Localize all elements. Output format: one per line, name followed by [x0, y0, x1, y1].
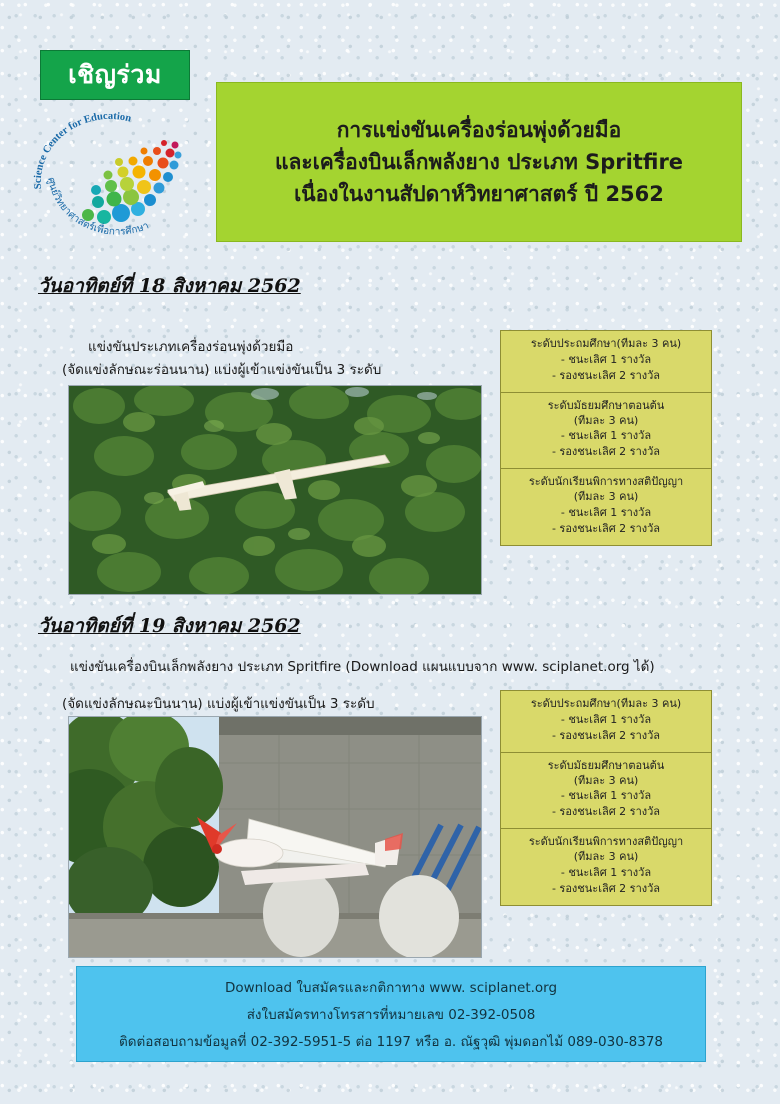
- prize-item: - ชนะเลิศ 1 รางวัล: [560, 505, 652, 519]
- title-line-2: และเครื่องบินเล็กพลังยาง ประเภท Spritfire: [274, 149, 684, 174]
- prize-level-title: ระดับนักเรียนพิการทางสติปัญญา: [528, 475, 684, 489]
- logo-graphic: [26, 105, 201, 240]
- prize-item: - ชนะเลิศ 1 รางวัล: [560, 429, 652, 443]
- prize-item: - ชนะเลิศ 1 รางวัล: [560, 865, 652, 879]
- footer-contact-line: ติดต่อสอบถามข้อมูลที่ 02-392-5951-5 ต่อ 1197 หรือ อ. ณัฐวุฒิ พุ่มดอกไม้ 089-030-8378: [118, 1034, 664, 1050]
- day2-subtitle-2: (จัดแข่งลักษณะบินนาน) แบ่งผู้เข้าแข่งขันเป็น 3 ระดับ: [62, 696, 375, 712]
- prize-item: - รองชนะเลิศ 2 รางวัล: [551, 805, 661, 819]
- day1-prize-block-secondary: [501, 393, 711, 470]
- title-line-1: การแข่งขันเครื่องร่อนพุ่งด้วยมือ: [336, 117, 622, 142]
- day2-subtitle-1: แข่งขันเครื่องบินเล็กพลังยาง ประเภท Spritfire (Download แผนแบบจาก www. sciplanet.org ได้): [70, 659, 655, 675]
- prize-level-subtitle: (ทีมละ 3 คน): [573, 490, 639, 504]
- prize-item: - รองชนะเลิศ 2 รางวัล: [551, 881, 661, 895]
- prize-level-subtitle: (ทีมละ 3 คน): [573, 773, 639, 787]
- contact-footer-box: [76, 966, 706, 1062]
- rubber-plane-photo-graphic: [69, 717, 481, 957]
- glider-photo-graphic: [69, 386, 481, 594]
- svg-text:ศูนย์วิทยาศาสตร์เพื่อการศึกษา: ศูนย์วิทยาศาสตร์เพื่อการศึกษา: [45, 176, 151, 238]
- day2-prize-block-special: [501, 829, 711, 905]
- day2-prize-block-secondary: [501, 753, 711, 830]
- title-line-3: เนื่องในงานสัปดาห์วิทยาศาสตร์ ปี 2562: [294, 182, 664, 207]
- prize-item: - รองชนะเลิศ 2 รางวัล: [551, 521, 661, 535]
- prize-level-title: ระดับมัธยมศึกษาตอนต้น: [547, 758, 665, 772]
- invite-badge-label: เชิญร่วม: [68, 60, 162, 89]
- day1-heading: วันอาทิตย์ที่ 18 สิงหาคม 2562: [38, 275, 301, 297]
- poster-title-box: [216, 82, 742, 242]
- prize-level-subtitle: (ทีมละ 3 คน): [573, 413, 639, 427]
- prize-item: - รองชนะเลิศ 2 รางวัล: [551, 368, 661, 382]
- science-center-logo: [26, 105, 201, 240]
- prize-item: - ชนะเลิศ 1 รางวัล: [560, 789, 652, 803]
- footer-download-line: Download ใบสมัครและกติกาทาง www. sciplanet.org: [224, 980, 558, 996]
- day1-subtitle-1: แข่งขันประเภทเครื่องร่อนพุ่งด้วยมือ: [88, 339, 294, 355]
- day2-heading: วันอาทิตย์ที่ 19 สิงหาคม 2562: [38, 615, 301, 637]
- photo-hand-launch-glider: [68, 385, 482, 595]
- day1-subtitle-2: (จัดแข่งลักษณะร่อนนาน) แบ่งผู้เข้าแข่งขันเป็น 3 ระดับ: [62, 362, 382, 378]
- day1-prize-list: [500, 330, 712, 546]
- day2-prize-block-primary: [501, 691, 711, 753]
- prize-level-title: ระดับนักเรียนพิการทางสติปัญญา: [528, 835, 684, 849]
- prize-item: - รองชนะเลิศ 2 รางวัล: [551, 445, 661, 459]
- prize-level-title: ระดับประถมศึกษา(ทีมละ 3 คน): [530, 697, 682, 710]
- prize-item: - ชนะเลิศ 1 รางวัล: [560, 712, 652, 726]
- prize-item: - ชนะเลิศ 1 รางวัล: [560, 352, 652, 366]
- prize-item: - รองชนะเลิศ 2 รางวัล: [551, 728, 661, 742]
- day1-prize-block-special: [501, 469, 711, 545]
- prize-level-subtitle: (ทีมละ 3 คน): [573, 850, 639, 864]
- svg-text:Science Center for Education: Science Center for Education: [32, 110, 133, 190]
- invite-badge: [40, 50, 190, 100]
- prize-level-title: ระดับมัธยมศึกษาตอนต้น: [547, 398, 665, 412]
- prize-level-title: ระดับประถมศึกษา(ทีมละ 3 คน): [530, 337, 682, 350]
- day2-prize-list: [500, 690, 712, 906]
- day1-prize-block-primary: [501, 331, 711, 393]
- photo-rubber-powered-plane: [68, 716, 482, 958]
- footer-fax-line: ส่งใบสมัครทางโทรสารที่หมายเลข 02-392-0508: [246, 1007, 536, 1023]
